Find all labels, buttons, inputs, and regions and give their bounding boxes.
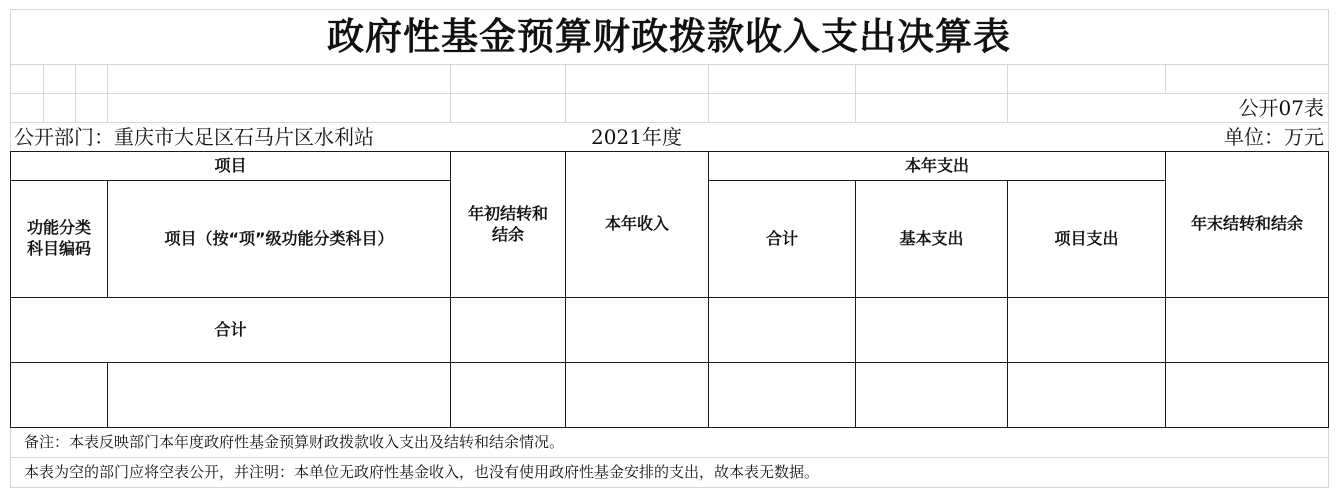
gridline [1165, 64, 1166, 93]
gridline [855, 64, 856, 122]
header-income: 本年收入 [604, 214, 669, 234]
header-func-code: 功能分类 科目编码 [26, 218, 91, 258]
gridline [565, 64, 566, 122]
note-remark: 备注：本表反映部门本年度政府性基金预算财政拨款收入支出及结转和结余情况。 [24, 432, 565, 451]
gridline [75, 64, 76, 122]
header-project: 项目 [214, 155, 247, 175]
table-number: 公开07表 [1238, 96, 1324, 120]
header-total: 合计 [765, 228, 798, 248]
unit-label: 单位：万元 [1224, 125, 1324, 149]
report-title: 政府性基金预算财政拨款收入支出决算表 [327, 14, 1011, 58]
fiscal-year: 2021年度 [591, 125, 682, 149]
header-project-expense: 项目支出 [1054, 228, 1119, 248]
gridline [708, 64, 709, 122]
table-border [10, 362, 1328, 363]
header-expense-group: 本年支出 [904, 155, 969, 175]
table-border [1328, 151, 1329, 428]
header-basic-expense: 基本支出 [899, 228, 964, 248]
header-item-name: 项目（按“项”级功能分类科目） [164, 228, 394, 248]
total-row-label: 合计 [214, 319, 247, 339]
table-border [107, 362, 108, 427]
header-end-balance: 年末结转和结余 [1190, 214, 1303, 234]
note-empty-table: 本表为空的部门应将空表公开，并注明：本单位无政府性基金收入，也没有使用政府性基金安排的支出，故本表无数据。 [24, 462, 820, 481]
gridline [450, 64, 451, 122]
department-label: 公开部门：重庆市大足区石马片区水利站 [14, 125, 374, 149]
gridline [107, 64, 108, 122]
header-begin-balance: 年初结转和 结余 [467, 203, 548, 244]
gridline [10, 64, 1328, 65]
gridline [10, 487, 1328, 488]
gridline [1007, 64, 1008, 122]
gridline [43, 64, 44, 122]
